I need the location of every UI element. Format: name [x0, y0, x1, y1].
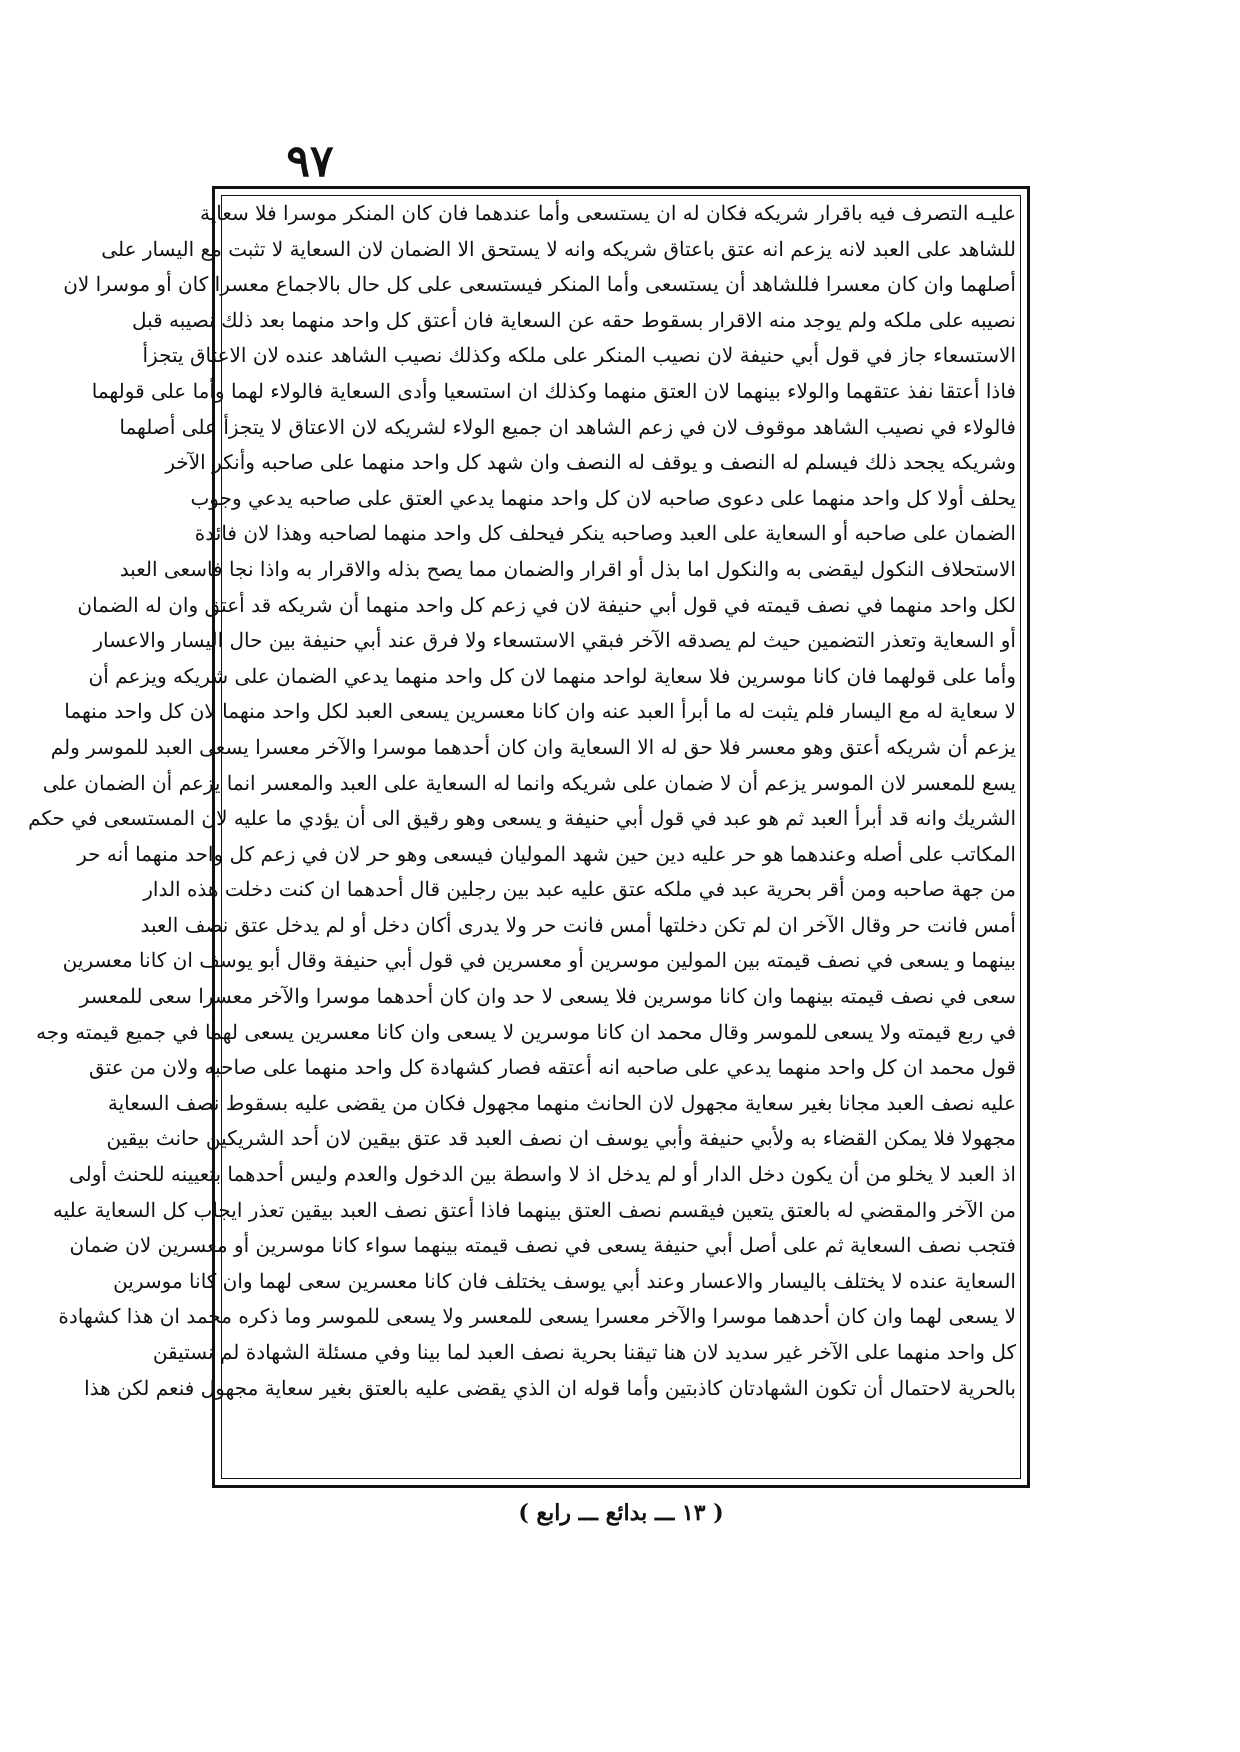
text-line: فاذا أعتقا نفذ عتقهما والولاء بينهما لان العتق منهما وكذلك ان استسعيا وأدى السعاية فالولاء لهما وأما على قولهما: [91, 378, 1016, 403]
text-line: السعاية عنده لا يختلف باليسار والاعسار وعند أبي يوسف يختلف فان كانا معسرين سعى لهما وان كانا موسرين: [113, 1268, 1016, 1293]
text-line: مجهولا فلا يمكن القضاء به ولأبي حنيفة وأبي يوسف ان نصف العبد قد عتق بيقين لان أحد الشريكين حانث بيقين: [106, 1126, 1016, 1151]
text-line: يزعم أن شريكه أعتق وهو معسر فلا حق له الا السعاية وان كان أحدهما موسرا والآخر معسرا يسعى العبد للموسر ولم: [50, 734, 1016, 759]
text-line: أو السعاية وتعذر التضمين حيث لم يصدقه الآخر فبقي الاستسعاء ولا فرق عند أبي حنيفة بين حال اليسار والاعسار: [93, 628, 1016, 653]
text-line: وشريكه يجحد ذلك فيسلم له النصف و يوقف له النصف وان شهد كل واحد منهما على صاحبه وأنكر الآخر: [165, 450, 1016, 475]
text-line: نصيبه على ملكه ولم يوجد منه الاقرار بسقوط حقه عن السعاية فان أعتق كل واحد منهما بعد ذلك نصيبه قبل: [131, 307, 1016, 332]
text-line: يحلف أولا كل واحد منهما على دعوى صاحبه لان كل واحد منهما يدعي العتق على صاحبه يدعي وجوب: [190, 485, 1016, 510]
text-line: أصلهما وان كان معسرا فللشاهد أن يستسعى وأما المنكر فيستسعى على كل حال بالاجماع معسرا كان أو موسرا لان: [63, 272, 1016, 297]
text-line: لا يسعى لهما وان كان أحدهما موسرا والآخر معسرا يسعى للمعسر ولا يسعى للموسر وما ذكره محمد ان هذا كشهادة: [58, 1304, 1016, 1329]
text-line: سعى في نصف قيمته بينهما وان كانا موسرين فلا يسعى لا حد وان كان أحدهما موسرا والآخر معسرا سعى للمعسر: [79, 984, 1016, 1009]
text-line: بالحرية لاحتمال أن تكون الشهادتان كاذبتين وأما قوله ان الذي يقضى عليه بالعتق بغير سعاية مجهول فنعم لكن هذا: [84, 1375, 1016, 1400]
page-footer: ( ١٣ ـــ بدائع ـــ رابع ): [518, 1500, 724, 1526]
text-line: لكل واحد منهما في نصف قيمته في قول أبي حنيفة لان في زعم كل واحد منهما أن شريكه قد أعتق وان له الضمان: [77, 592, 1016, 617]
text-line: الاستحلاف النكول ليقضى به والنكول اما بذل أو اقرار والضمان مما يصح بذله والاقرار به واذا نجا فاسعى العبد: [119, 556, 1016, 581]
page-number: ٩٧: [286, 136, 334, 187]
text-line: فتجب نصف السعاية ثم على أصل أبي حنيفة يسعى في نصف قيمته بينهما سواء كانا موسرين أو معسرين لان ضمان: [69, 1233, 1016, 1258]
text-line: من الآخر والمقضي له بالعتق يتعين فيقسم نصف العتق بينهما فاذا أعتق نصف العبد بيقين تعذر ايجاب كل السعاية عليه: [52, 1197, 1016, 1222]
text-line: كل واحد منهما على الآخر غير سديد لان هنا تيقنا بحرية نصف العبد لما بينا وفي مسئلة الشهادة لم نستيقن: [152, 1340, 1016, 1364]
text-body: [28, 196, 1016, 1406]
text-line: وأما على قولهما فان كانا موسرين فلا سعاية لواحد منهما لان كل واحد منهما يدعي الضمان على شريكه ويزعم أن: [88, 663, 1016, 688]
text-line: الضمان على صاحبه أو السعاية على العبد وصاحبه ينكر فيحلف كل واحد منهما لصاحبه وهذا لان فائدة: [194, 521, 1016, 546]
text-line: عليه نصف العبد مجانا بغير سعاية مجهول لان الحانث منهما مجهول فكان من يقضى عليه بسقوط نصف السعاية: [107, 1090, 1016, 1115]
text-line: الشريك وانه قد أبرأ العبد ثم هو عبد في قول أبي حنيفة و يسعى وهو رقيق الى أن يؤدي ما عليه لان المستسعى في حكم: [28, 806, 1016, 831]
text-line: فالولاء في نصيب الشاهد موقوف لان في زعم الشاهد ان جميع الولاء لشريكه لان الاعتاق لا يتجزأ على أصلهما: [119, 414, 1016, 439]
text-line: الاستسعاء جاز في قول أبي حنيفة لان نصيب المنكر على ملكه وكذلك نصيب الشاهد عنده لان الاعتاق يتجزأ: [142, 343, 1016, 368]
text-line: أمس فانت حر وقال الآخر ان لم تكن دخلتها أمس فانت حر ولا يدرى أكان دخل أو لم يدخل عتق نصف العبد: [140, 912, 1016, 937]
text-line: قول محمد ان كل واحد منهما يدعي على صاحبه انه أعتقه فصار كشهادة كل واحد منهما على صاحبه ولان من عتق: [88, 1055, 1016, 1080]
text-line: اذ العبد لا يخلو من أن يكون دخل الدار أو لم يدخل اذ لا واسطة بين الدخول والعدم وليس أحدهما بتعيينه للحنث أولى: [68, 1162, 1016, 1187]
text-line: بينهما و يسعى في نصف قيمته بين المولين موسرين أو معسرين في قول أبي حنيفة وقال أبو يوسف ان كانا معسرين: [62, 948, 1016, 973]
text-line: عليـه التصرف فيه باقرار شريكه فكان له ان يستسعى وأما عندهما فان كان المنكر موسرا فلا سعاية: [200, 201, 1016, 225]
text-line: في ربع قيمته ولا يسعى للموسر وقال محمد ان كانا موسرين لا يسعى وان كانا معسرين يسعى لهما في جميع قيمته وجه: [36, 1019, 1016, 1044]
text-line: لا سعاية له مع اليسار فلم يثبت له ما أبرأ العبد عنه وان كانا معسرين يسعى العبد لكل واحد منهما لان كل واحد منهما: [64, 699, 1016, 724]
text-line: للشاهد على العبد لانه يزعم انه عتق باعتاق شريكه وانه لا يستحق الا الضمان لان السعاية لا تثبت مع اليسار على: [101, 236, 1016, 261]
text-line: يسع للمعسر لان الموسر يزعم أن لا ضمان على شريكه وانما له السعاية على العبد والمعسر انما يزعم أن الضمان على: [42, 770, 1016, 795]
text-line: من جهة صاحبه ومن أقر بحرية عبد في ملكه عتق عليه عبد بين رجلين قال أحدهما ان كنت دخلت هذه الدار: [143, 877, 1016, 902]
text-line: المكاتب على أصله وعندهما هو حر عليه دين حين شهد الموليان فيسعى وهو حر لان في زعم كل واحد منهما أنه حر: [77, 841, 1016, 866]
